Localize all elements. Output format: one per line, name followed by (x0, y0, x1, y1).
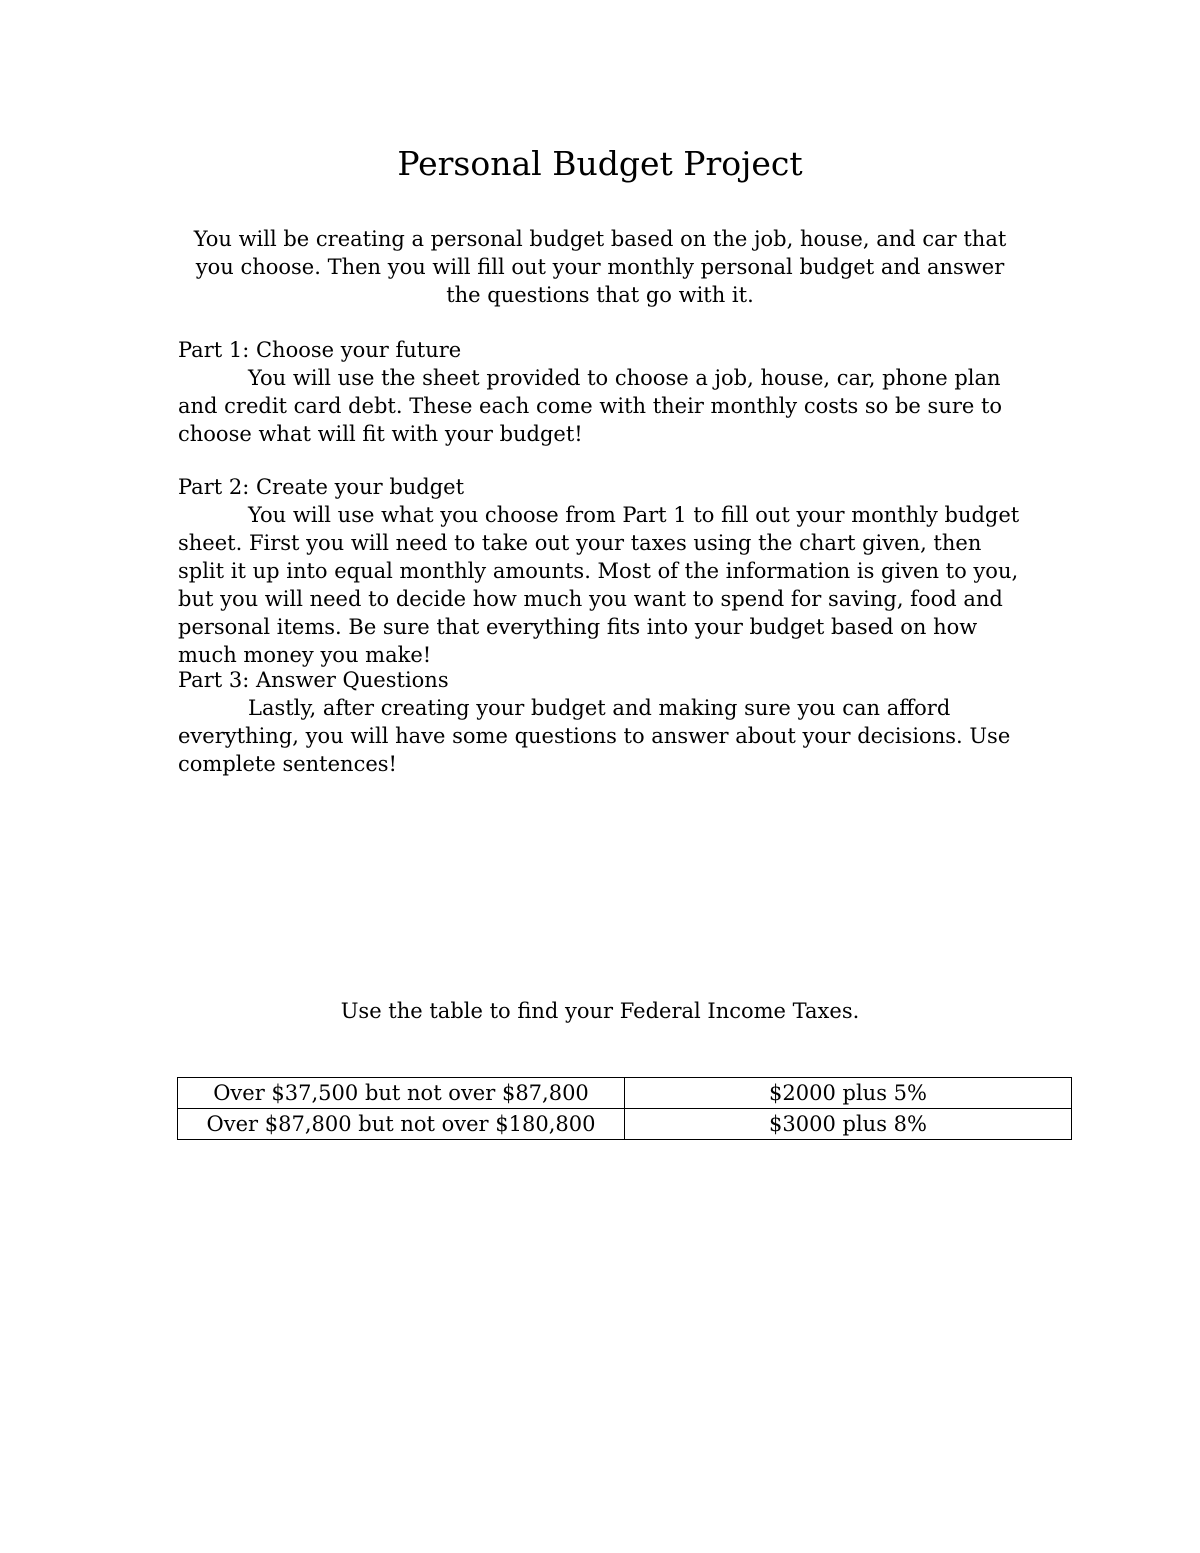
page-title: Personal Budget Project (397, 144, 803, 183)
part-1-section (178, 336, 1028, 448)
table-row (178, 1109, 1072, 1140)
part-3-section (178, 666, 1028, 778)
part-3-body: Lastly, after creating your budget and making sure you can afford everything, you will have some questions to answer about your decisions. Use complete sentences! (178, 696, 1011, 776)
tax-amount-cell: $2000 plus 5% (625, 1078, 1072, 1109)
part-2-body: You will use what you choose from Part 1 to fill out your monthly budget sheet. First you will need to take out your taxes using the chart given, then split it up into equal monthly amounts. Most of the information is given to you, but you will need to decide how much you want to spend for saving, food and personal items. Be sure that everything fits into your budget based on how much money you make! (178, 503, 1020, 667)
table-caption: Use the table to find your Federal Income Taxes. (340, 999, 860, 1023)
table-row (178, 1078, 1072, 1109)
tax-range-cell: Over $37,500 but not over $87,800 (178, 1078, 625, 1109)
part-1-heading: Part 1: Choose your future (178, 338, 462, 362)
part-3-heading: Part 3: Answer Questions (178, 668, 449, 692)
tax-range-cell: Over $87,800 but not over $180,800 (178, 1109, 625, 1140)
part-1-body: You will use the sheet provided to choose a job, house, car, phone plan and credit card debt. These each come with their monthly costs so be sure to choose what will fit with your budget! (178, 366, 1003, 446)
tax-table (177, 1077, 1072, 1140)
intro-paragraph: You will be creating a personal budget based on the job, house, and car that you choose. Then you will fill out your monthly personal budget and answer the questions that go with it. (193, 227, 1007, 307)
part-2-section (178, 473, 1028, 669)
tax-amount-cell: $3000 plus 8% (625, 1109, 1072, 1140)
part-2-heading: Part 2: Create your budget (178, 475, 465, 499)
